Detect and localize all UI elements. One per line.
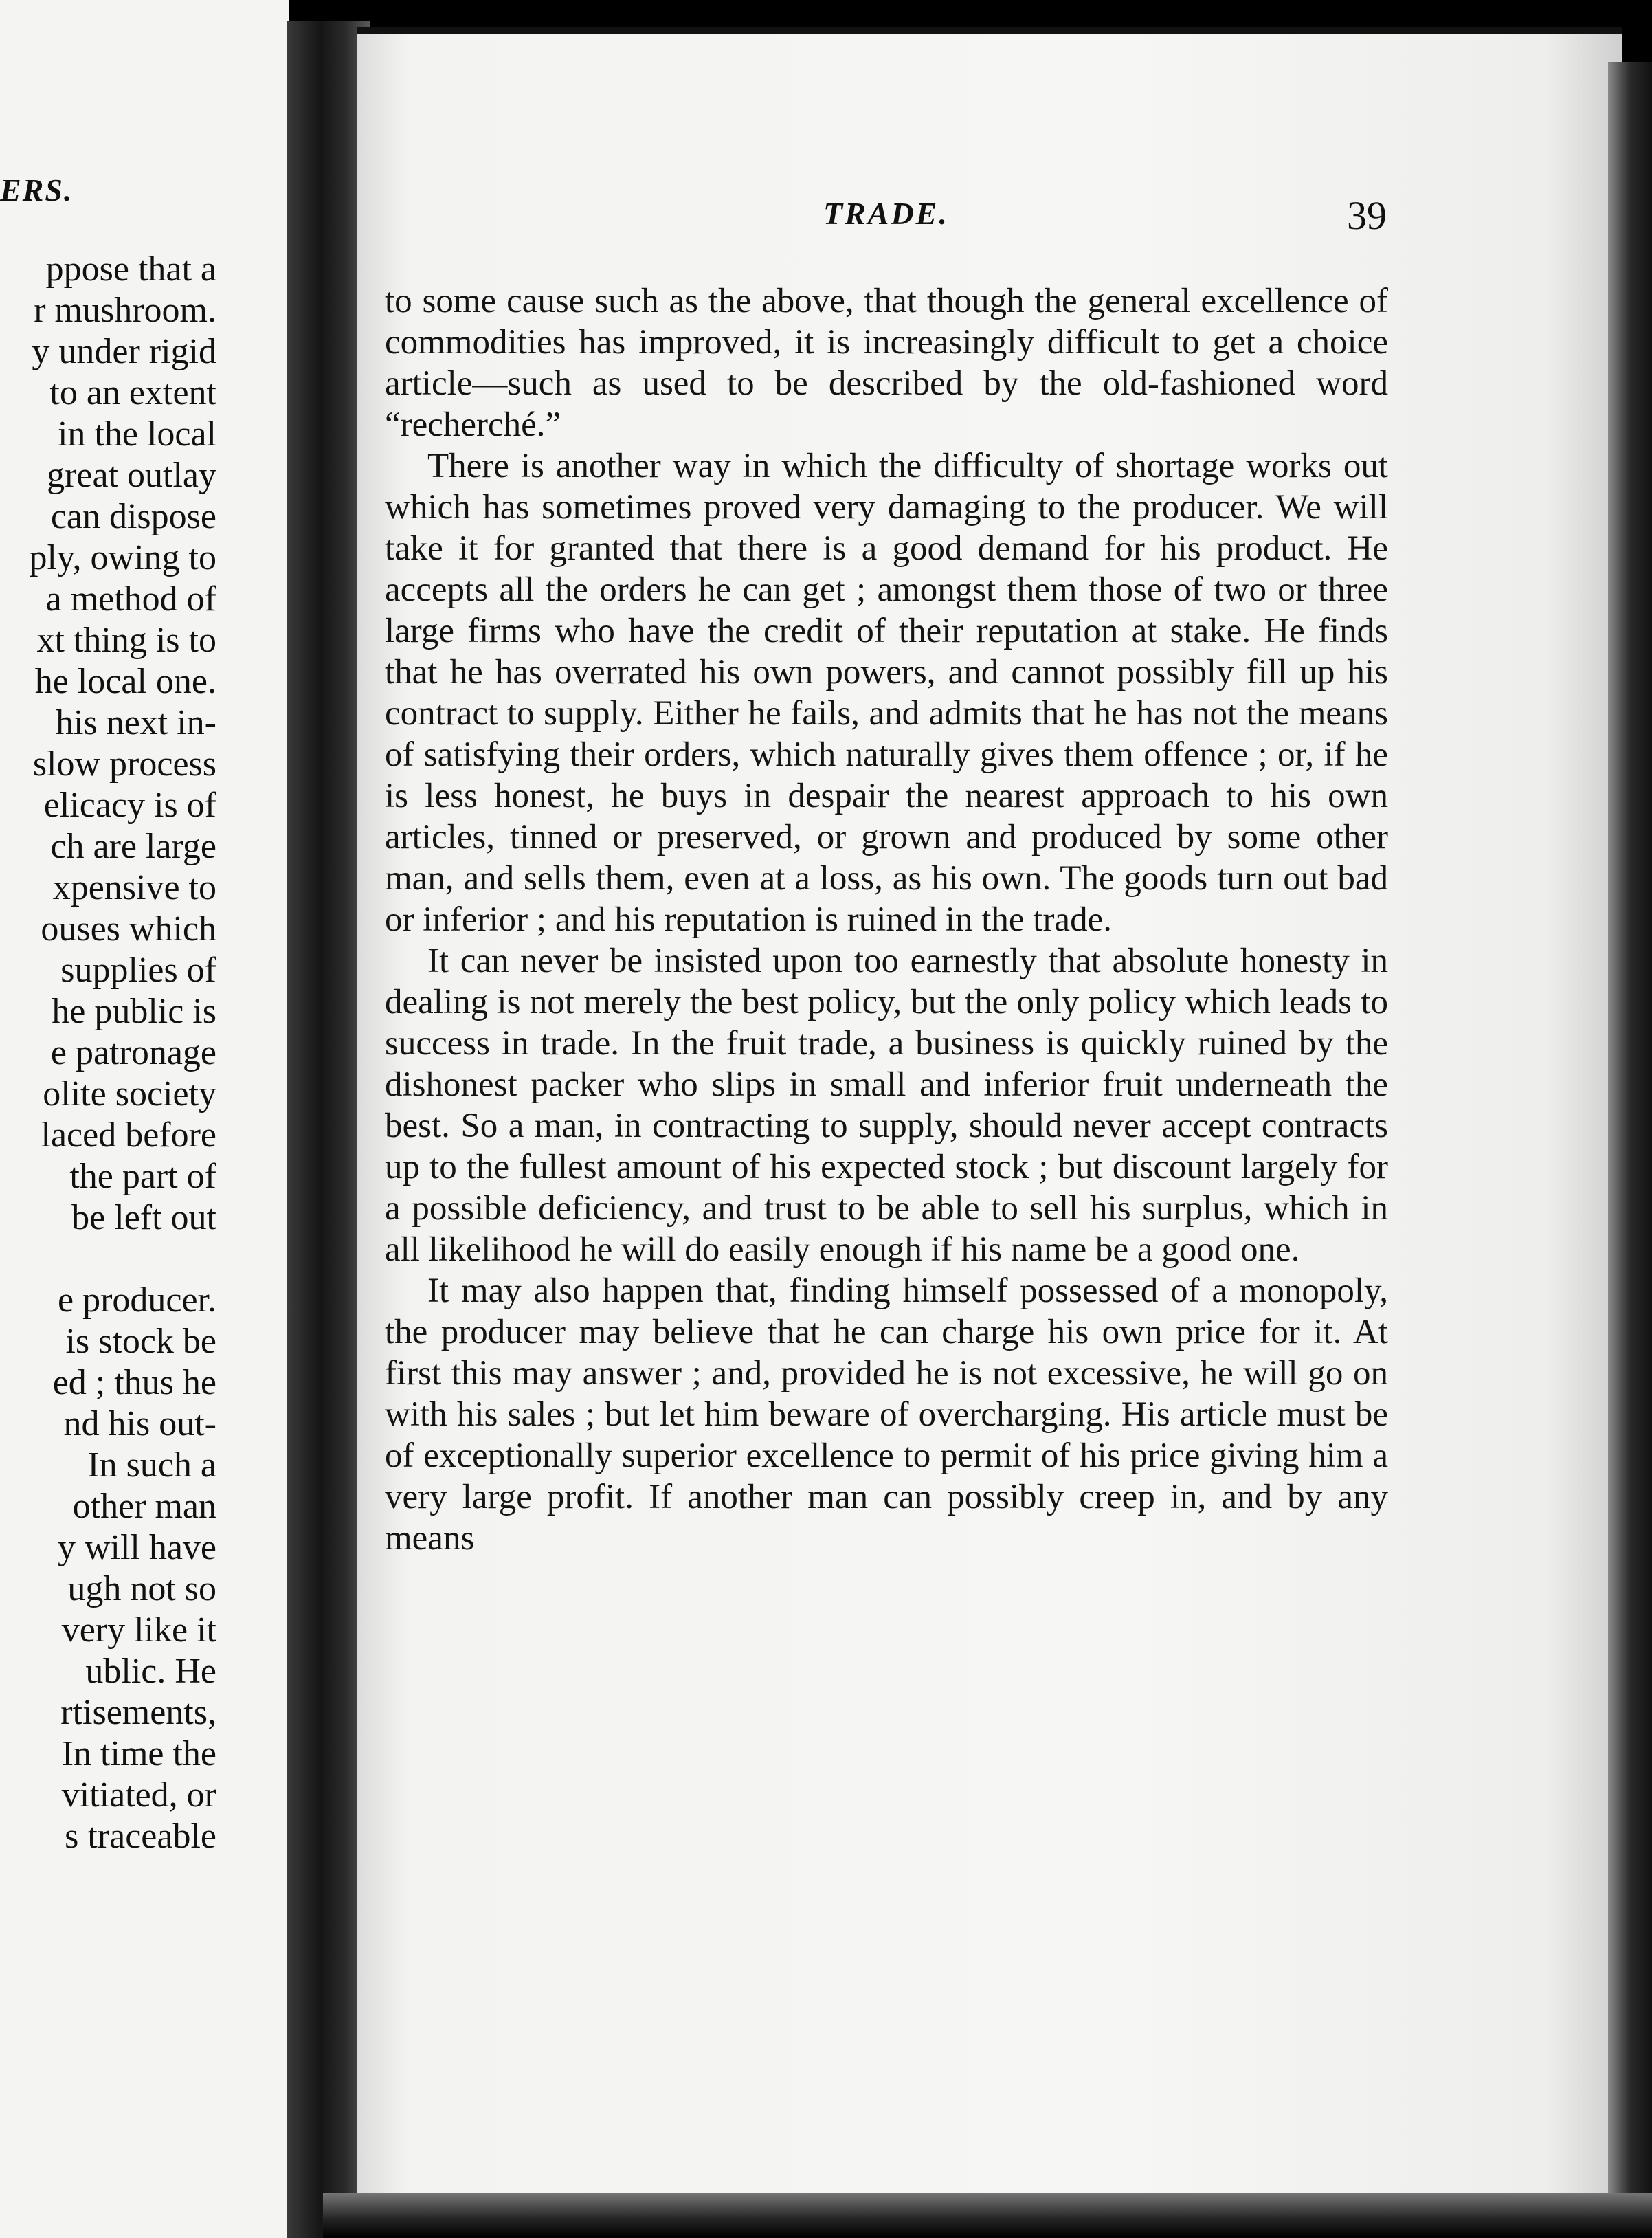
page-number: 39	[1347, 193, 1387, 238]
left-text-line: rtisements,	[60, 1693, 216, 1732]
left-text-line: great outlay	[47, 456, 216, 495]
left-text-line: In time the	[61, 1734, 216, 1773]
paragraph: to some cause such as the above, that though the general excellence of commodities has improved, it is increasingly difficult to get a choice article—such as used to be described by the old-fashioned word “recherché.”	[385, 282, 1388, 444]
left-text-line: ouses which	[41, 909, 216, 949]
left-text-line: xpensive to	[52, 868, 216, 907]
left-text-line: ch are large	[50, 827, 216, 866]
left-text-line: to an extent	[49, 373, 216, 412]
left-running-head: ERS.	[0, 173, 74, 208]
left-text-line: ublic. He	[85, 1652, 216, 1691]
left-text-line: other man	[72, 1487, 216, 1526]
page-edge-shadow	[1608, 62, 1652, 2238]
left-text-line: ply, owing to	[29, 538, 216, 577]
left-text-line: a method of	[45, 579, 216, 619]
left-text-line: he public is	[52, 992, 216, 1031]
left-text-line: e producer.	[57, 1281, 216, 1320]
left-text-line: supplies of	[60, 951, 216, 990]
left-text-line: laced before	[41, 1116, 216, 1155]
left-text-line: can dispose	[50, 497, 216, 536]
left-text-line: ugh not so	[67, 1569, 216, 1608]
left-text-line: his next in-	[56, 703, 216, 742]
left-text-line: in the local	[57, 414, 216, 454]
left-text-line: slow process	[32, 744, 216, 784]
left-text-line: elicacy is of	[43, 786, 216, 825]
left-text-line: olite society	[43, 1074, 216, 1114]
left-text-line: xt thing is to	[36, 621, 216, 660]
left-text-line: very like it	[61, 1610, 216, 1650]
left-text-line: he local one.	[34, 662, 216, 701]
left-text-line: vitiated, or	[61, 1775, 216, 1815]
left-text-line: e patronage	[50, 1033, 216, 1072]
left-text-line: r mushroom.	[34, 291, 216, 330]
page-bottom-shadow	[323, 2193, 1652, 2238]
left-text-line: y will have	[57, 1528, 216, 1567]
body-text	[385, 280, 1388, 1559]
left-text-line: s traceable	[65, 1817, 216, 1856]
paragraph-gap	[29, 1239, 216, 1280]
left-text-line: be left out	[71, 1198, 216, 1237]
paragraph: It may also happen that, finding himself possessed of a monopoly, the producer may believe that he can charge his own price for it. At first this may answer ; and, provided he is not excessive, he will go on with his sales ; but let him beware of overcharging. His article must be of exceptionally superior excellence to permit of his price giving him a very large profit. If another man can possibly creep in, and by any means	[385, 1272, 1388, 1558]
paragraph: It can never be insisted upon too earnestly that absolute honesty in dealing is not merely the best policy, but the only policy which leads to success in trade. In the fruit trade, a business is quickly ruined by the dishonest packer who slips in small and inferior fruit underneath the best. So a man, in contracting to supply, should never accept contracts up to the fullest amount of his expected stock ; but discount largely for a possible deficiency, and trust to be able to sell his surplus, which in all likelihood he will do easily enough if his name be a good one.	[385, 942, 1388, 1269]
paragraph: There is another way in which the difficulty of shortage works out which has sometimes proved very damaging to the producer. We will take it for granted that there is a good demand for his product. He accepts all the orders he can get ; amongst them those of two or three large firms who have the credit of their reputation at stake. He finds that he has overrated his own powers, and cannot possibly fill up his contract to supply. Either he fails, and admits that he has not the means of satisfying their orders, which naturally gives them offence ; or, if he is less honest, he buys in despair the nearest approach to his own articles, tinned or preserved, or grown and produced by some other man, and sells them, even at a loss, as his own. The goods turn out bad or inferior ; and his reputation is ruined in the trade.	[385, 447, 1388, 939]
left-text-line: y under rigid	[32, 332, 216, 371]
left-text-line: ppose that a	[45, 250, 216, 289]
left-text-line: In such a	[87, 1445, 216, 1485]
left-facing-page	[0, 0, 289, 2238]
left-text-line: the part of	[69, 1157, 216, 1196]
left-page-text	[29, 249, 216, 1857]
running-head: TRADE.	[823, 196, 949, 231]
left-text-line: nd his out-	[63, 1404, 216, 1443]
left-text-line: is stock be	[65, 1322, 216, 1361]
left-text-line: ed ; thus he	[52, 1363, 216, 1402]
